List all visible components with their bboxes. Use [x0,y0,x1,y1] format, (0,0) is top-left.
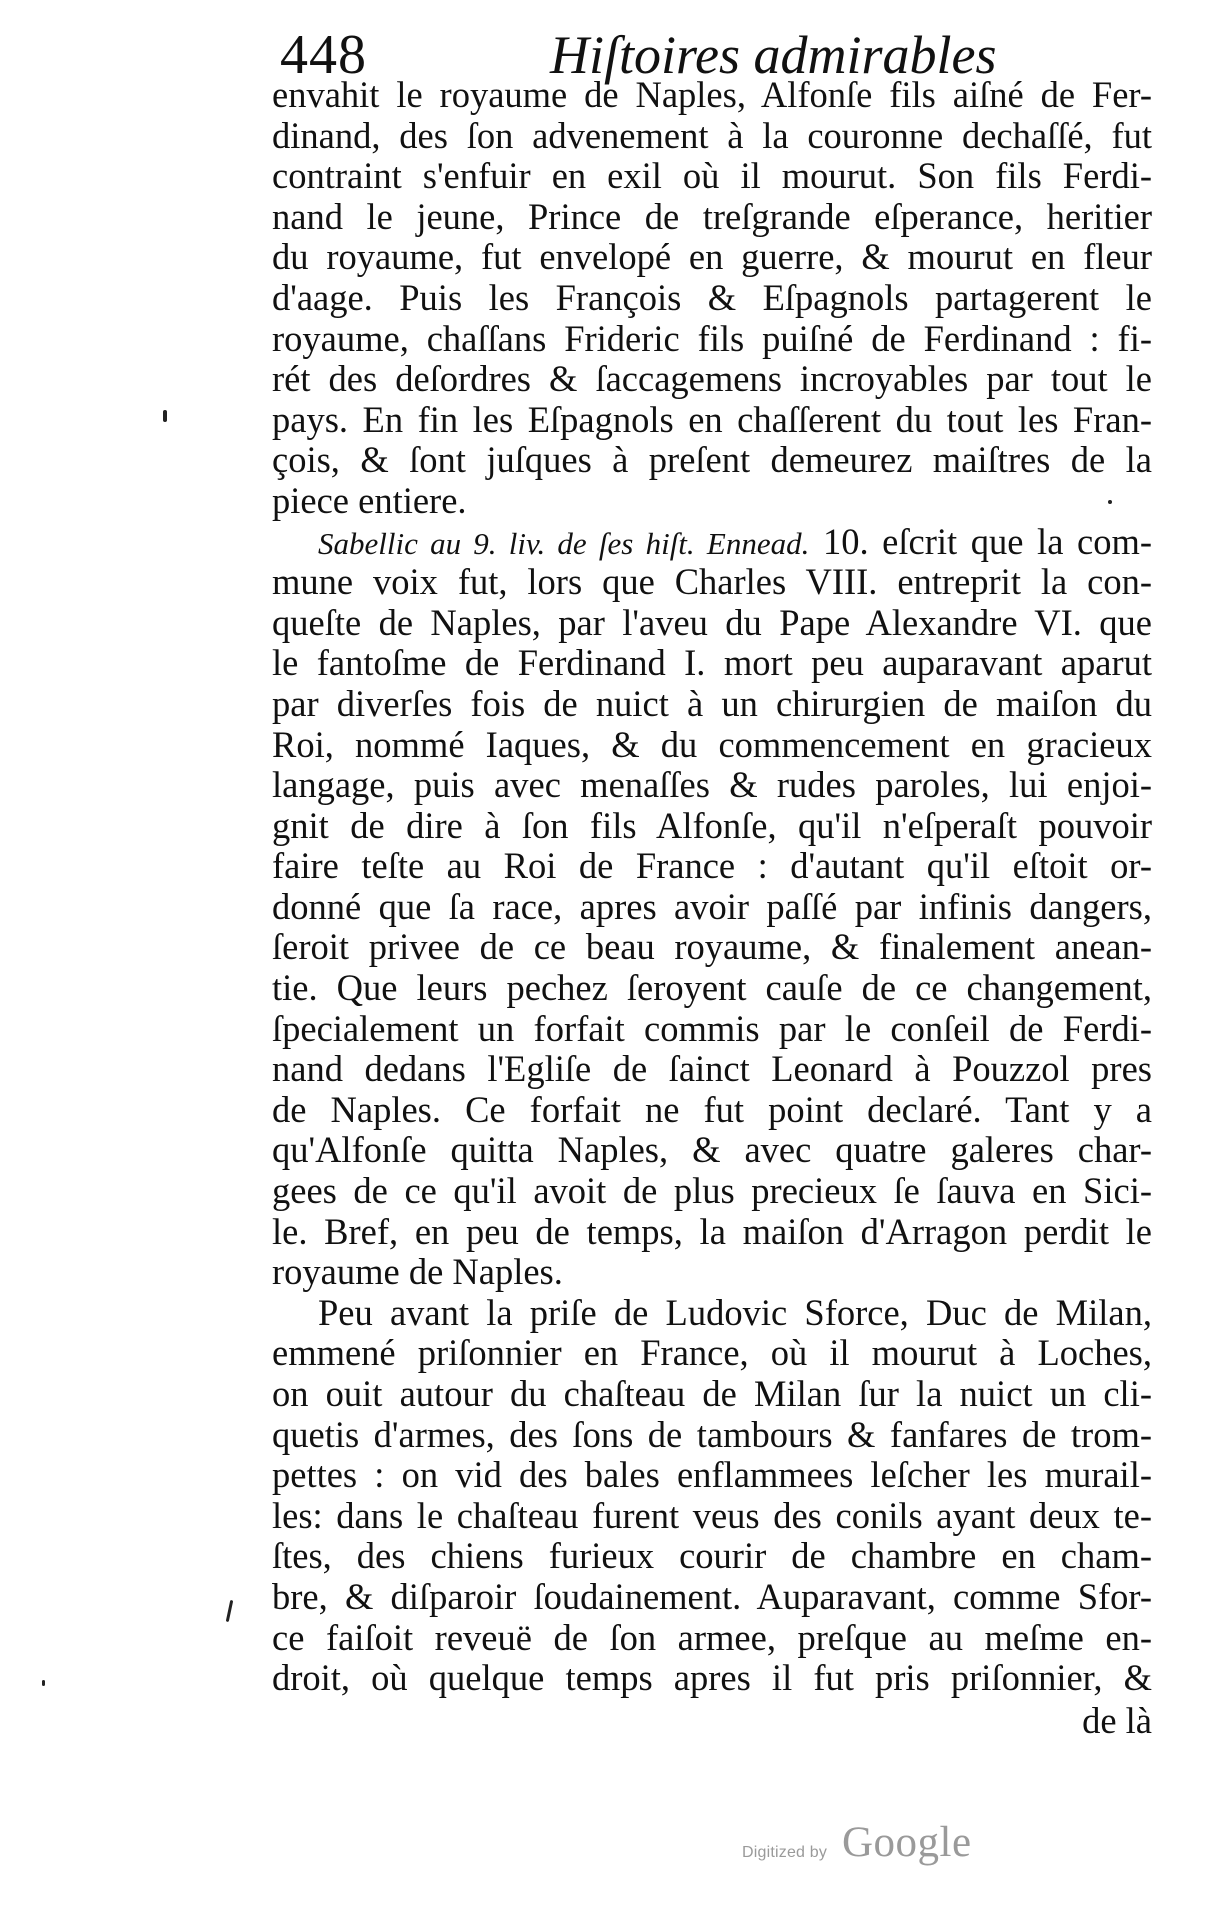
stray-ink-mark [42,1680,45,1686]
text-line: royaume, chaſſans Frideric fils puiſné de Ferdinand : fi- [272,317,1152,359]
text-line: de Naples. Ce forfait ne fut point declaré. Tant y a [272,1088,1152,1130]
google-digitization-watermark [742,1818,1002,1878]
page-text [272,75,1152,1741]
text-line: envahit le royaume de Naples, Alfonſe fils aiſné de Fer- [272,74,1152,115]
text-line: on ouit autour du chaſteau de Milan ſur la nuict un cli- [272,1373,1152,1414]
text-line: du royaume, fut envelopé en guerre, & mourut en fleur [272,236,1152,278]
text-line: ſtes, des chiens furieux courir de chambre en cham- [272,1535,1152,1577]
text-line: bre, & diſparoir ſoudainement. Auparavant, comme Sfor- [272,1575,1152,1617]
text-line: piece entiere. [272,479,467,521]
text-line: queſte de Naples, par l'aveu du Pape Alexandre VI. que [272,601,1152,643]
text-line: Peu avant la priſe de Ludovic Sforce, Duc de Milan, [318,1291,1152,1333]
text-line: ſpecialement un forfait commis par le conſeil de Ferdi- [272,1007,1152,1049]
text-line: tie. Que leurs pechez ſeroyent cauſe de ce changement, [272,967,1152,1009]
text-line: gees de ce qu'il avoit de plus precieux ſe ſauva en Sici- [272,1170,1152,1212]
text-line: le. Bref, en peu de temps, la maiſon d'Arragon perdit le [272,1210,1152,1252]
text-fragment: 10. eſcrit que la com- [822,520,1152,562]
text-line: ſeroit privee de ce beau royaume, & finalement anean- [272,926,1152,968]
text-line: royaume de Naples. [272,1251,563,1293]
paragraph-2 [272,522,1152,1293]
text-line: çois, & ſont juſques à preſent demeurez maiſtres de la [272,439,1152,481]
text-line: par diverſes fois de nuict à un chirurgien de maiſon du [272,682,1152,724]
stray-ink-mark [163,410,167,422]
text-line: mune voix fut, lors que Charles VIII. entreprit la con- [272,561,1152,603]
text-line: donné que ſa race, apres avoir paſſé par infinis dangers, [272,885,1152,927]
text-line: pettes : on vid des bales enflammees leſcher les murail- [272,1454,1152,1496]
stray-ink-mark [226,1600,234,1622]
stray-ink-mark [1108,500,1112,504]
text-line: langage, puis avec menaſſes & rudes paroles, lui enjoi- [272,764,1152,806]
text-line: Roi, nommé Iaques, & du commencement en gracieux [272,723,1152,765]
text-line: dinand, des ſon advenement à la couronne dechaſſé, fut [272,114,1152,156]
text-line: nand dedans l'Egliſe de ſainct Leonard à Pouzzol pres [272,1048,1152,1090]
google-logo: Google [842,1819,972,1866]
paragraph-1 [272,75,1152,522]
text-line: rét des deſordres & ſaccagemens incroyables par tout le [272,358,1152,400]
text-line: faire teſte au Roi de France : d'autant qu'il eſtoit or- [272,845,1152,887]
text-line: d'aage. Puis les François & Eſpagnols partagerent le [272,276,1152,318]
paragraph-3 [272,1293,1152,1699]
text-line: pays. En fin les Eſpagnols en chaſſerent du tout les Fran- [272,398,1152,440]
text-line-with-source [272,522,1152,563]
text-line: ce faiſoit reveuë de ſon armee, preſque au meſme en- [272,1616,1152,1658]
source-reference: Sabellic au 9. liv. de ſes hiſt. Ennead. [318,525,810,561]
text-line: qu'Alfonſe quitta Naples, & avec quatre galeres char- [272,1129,1152,1171]
text-line: emmené priſonnier en France, où il mourut à Loches, [272,1332,1152,1374]
text-line: les: dans le chaſteau furent veus des conils ayant deux te- [272,1494,1152,1536]
text-line: nand le jeune, Prince de treſgrande eſperance, heritier [272,195,1152,237]
page-number: 448 [280,24,367,86]
running-title: Hiſtoires admirables [550,25,997,85]
text-line: contraint s'enfuir en exil où il mourut. Son fils Ferdi- [272,155,1152,197]
text-line: gnit de dire à ſon fils Alfonſe, qu'il n'eſperaſt pouvoir [272,804,1152,846]
text-line: droit, où quelque temps apres il fut pris priſonnier, & [272,1657,1152,1699]
catchword: de là [1082,1699,1152,1741]
text-line: le fantoſme de Ferdinand I. mort peu auparavant aparut [272,642,1152,684]
digitized-by-label: Digitized by [742,1844,828,1861]
text-line: quetis d'armes, des ſons de tambours & fanfares de trom- [272,1413,1152,1455]
